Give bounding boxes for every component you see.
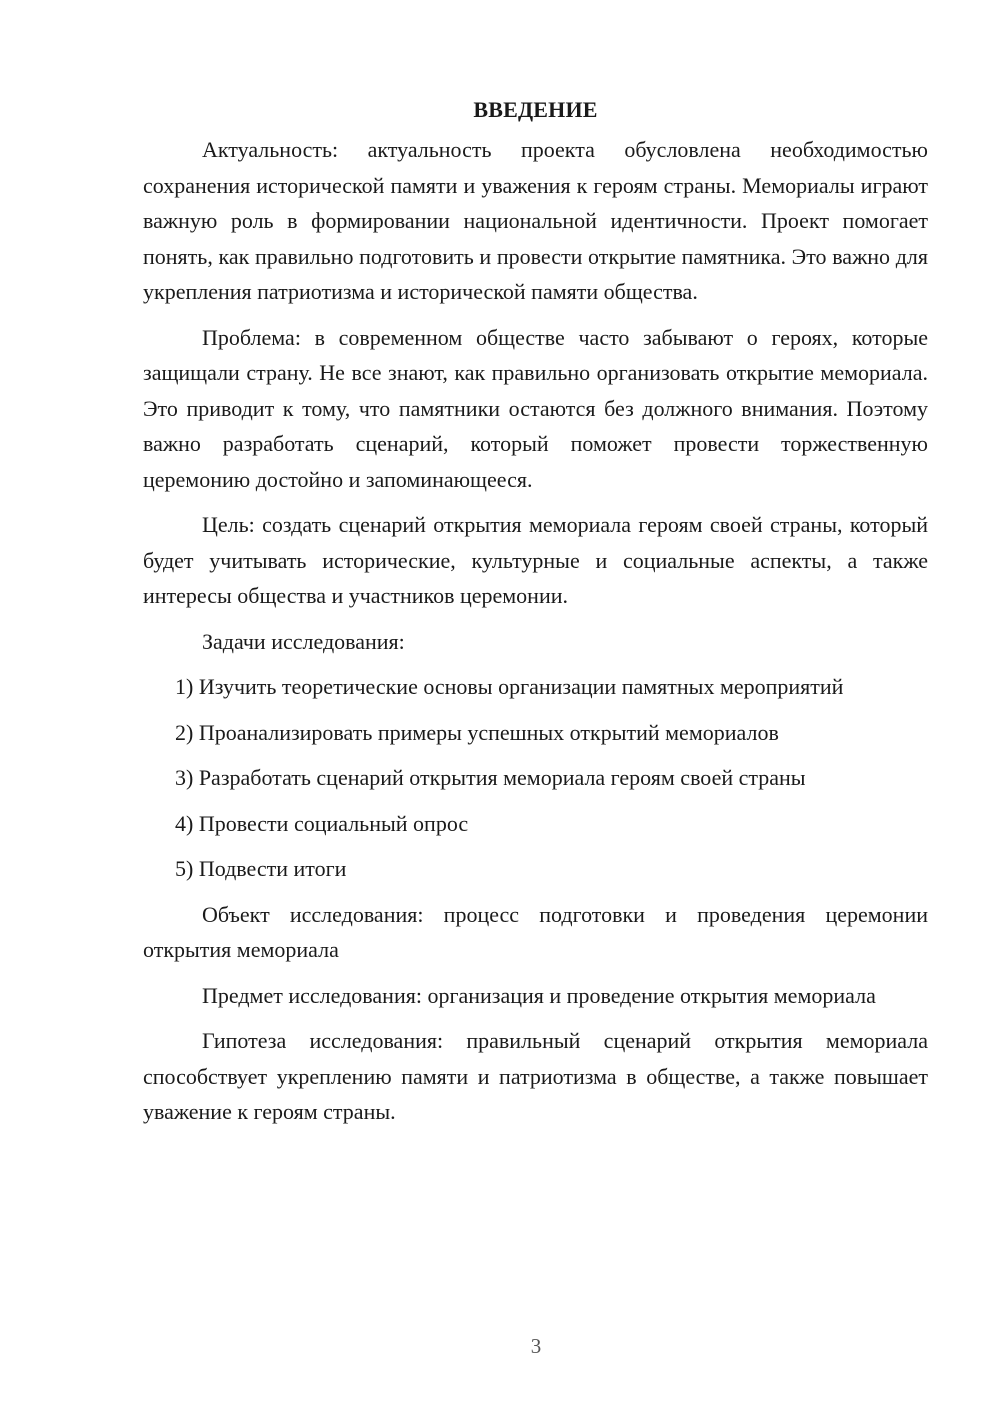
list-item: 2) Проанализировать примеры успешных открытий мемориалов [175, 719, 779, 745]
problem-paragraph: Проблема: в современном обществе часто забывают о героях, которые защищали страну. Не все знают, как правильно организовать открытие мемориала. Это приводит к тому, что памятники остаются без должного внимания. Поэтому важно разработать сценарий, который поможет провести торжественную церемонию достойно и запоминающееся. [143, 324, 928, 492]
list-item: 5) Подвести итоги [175, 856, 347, 881]
relevance-paragraph: Актуальность: актуальность проекта обусловлена необходимостью сохранения исторической памяти и уважения к героям страны. Мемориалы играют важную роль в формировании национальной идентичности. Проект помогает понять, как правильно подготовить и провести открытие памятника. Это важно для укрепления патриотизма и исторической памяти общества. [143, 137, 928, 304]
subject-paragraph: Предмет исследования: организация и проведение открытия мемориала [202, 982, 876, 1008]
object-paragraph: Объект исследования: процесс подготовки и проведения церемонии открытия мемориала [143, 901, 928, 962]
list-item: 3) Разработать сценарий открытия мемориала героям своей страны [175, 765, 806, 790]
list-item: 4) Провести социальный опрос [175, 810, 469, 836]
section-title: ВВЕДЕНИЕ [473, 97, 598, 122]
document-page [143, 92, 928, 1140]
list-item: 1) Изучить теоретические основы организации памятных мероприятий [175, 674, 844, 699]
goal-paragraph: Цель: создать сценарий открытия мемориала героям своей страны, который будет учитывать исторические, культурные и социальные аспекты, а также интересы общества и участников церемонии. [143, 512, 928, 608]
page-number: 3 [530, 1334, 542, 1358]
hypothesis-paragraph: Гипотеза исследования: правильный сценарий открытия мемориала способствует укреплению памяти и патриотизма в обществе, а также повышает уважение к героям страны. [143, 1028, 928, 1124]
tasks-heading: Задачи исследования: [202, 628, 405, 654]
